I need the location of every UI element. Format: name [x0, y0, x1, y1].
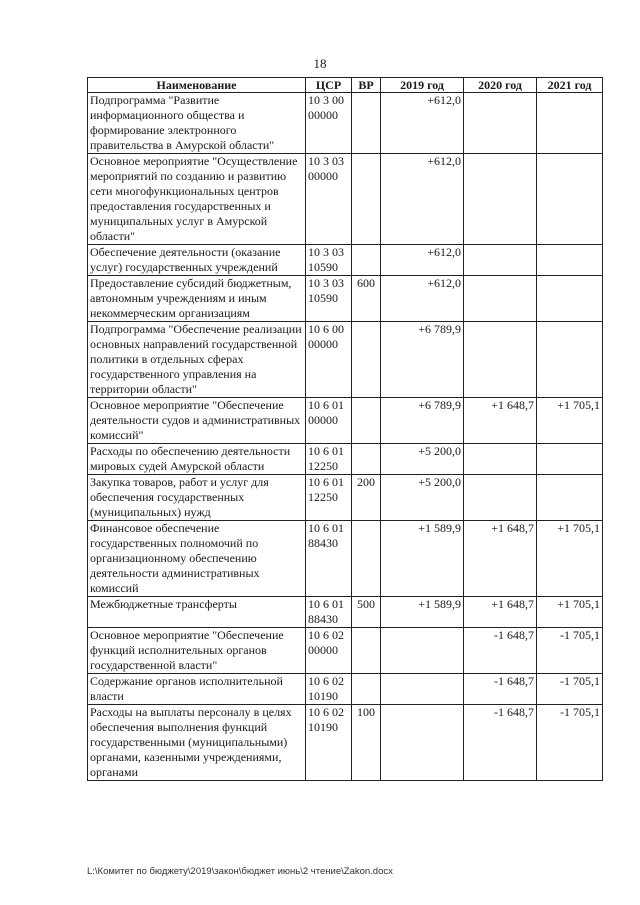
row-2020: +1 648,7	[464, 398, 537, 444]
row-csr: 10 6 01 88430	[306, 521, 352, 597]
row-2020	[464, 93, 537, 154]
row-csr: 10 6 01 00000	[306, 398, 352, 444]
row-name: Основное мероприятие "Обеспечение функций исполнительных органов государственной власти"	[88, 628, 306, 674]
row-csr: 10 6 02 10190	[306, 705, 352, 781]
row-2019: +612,0	[381, 93, 464, 154]
row-2021	[537, 93, 603, 154]
row-2021	[537, 444, 603, 475]
row-vr	[352, 245, 381, 276]
row-2020	[464, 322, 537, 398]
row-csr: 10 3 03 10590	[306, 276, 352, 322]
table-row	[88, 628, 603, 674]
table-row	[88, 444, 603, 475]
row-vr	[352, 398, 381, 444]
header-vr: ВР	[352, 78, 381, 93]
row-2021: -1 705,1	[537, 628, 603, 674]
table-row	[88, 398, 603, 444]
table-row	[88, 705, 603, 781]
row-name: Межбюджетные трансферты	[88, 597, 306, 628]
row-2020	[464, 444, 537, 475]
row-2020	[464, 276, 537, 322]
row-name: Обеспечение деятельности (оказание услуг) государственных учреждений	[88, 245, 306, 276]
row-2021: +1 705,1	[537, 597, 603, 628]
header-2019: 2019 год	[381, 78, 464, 93]
row-vr: 100	[352, 705, 381, 781]
row-2020	[464, 245, 537, 276]
row-vr	[352, 93, 381, 154]
row-2021	[537, 154, 603, 245]
table-header-row	[88, 78, 603, 93]
row-2020: -1 648,7	[464, 705, 537, 781]
row-2021: +1 705,1	[537, 521, 603, 597]
row-vr: 600	[352, 276, 381, 322]
row-csr: 10 6 01 12250	[306, 475, 352, 521]
row-2019: +1 589,9	[381, 521, 464, 597]
row-vr: 500	[352, 597, 381, 628]
row-2019: +612,0	[381, 154, 464, 245]
row-vr	[352, 628, 381, 674]
row-name: Расходы на выплаты персоналу в целях обеспечения выполнения функций государственными (муниципальными) органами, казенными учреждениями, органами	[88, 705, 306, 781]
row-2021	[537, 276, 603, 322]
row-2019: +6 789,9	[381, 398, 464, 444]
table-row	[88, 276, 603, 322]
row-2020: +1 648,7	[464, 597, 537, 628]
row-csr: 10 6 00 00000	[306, 322, 352, 398]
row-csr: 10 3 03 10590	[306, 245, 352, 276]
row-vr: 200	[352, 475, 381, 521]
row-name: Расходы по обеспечению деятельности мировых судей Амурской области	[88, 444, 306, 475]
header-name: Наименование	[88, 78, 306, 93]
row-vr	[352, 521, 381, 597]
table-row	[88, 245, 603, 276]
row-2019: +5 200,0	[381, 444, 464, 475]
row-2019	[381, 674, 464, 705]
table-row	[88, 154, 603, 245]
row-2019: +5 200,0	[381, 475, 464, 521]
table-row	[88, 322, 603, 398]
header-2021: 2021 год	[537, 78, 603, 93]
row-2021	[537, 245, 603, 276]
table-row	[88, 93, 603, 154]
table-row	[88, 521, 603, 597]
row-csr: 10 6 01 88430	[306, 597, 352, 628]
page-number: 18	[313, 56, 327, 71]
row-name: Основное мероприятие "Обеспечение деятельности судов и административных комиссий"	[88, 398, 306, 444]
table-row	[88, 475, 603, 521]
table-row	[88, 674, 603, 705]
row-name: Закупка товаров, работ и услуг для обеспечения государственных (муниципальных) нужд	[88, 475, 306, 521]
row-name: Основное мероприятие "Осуществление мероприятий по созданию и развитию сети многофункциональных центров предоставления государственных и муниципальных услуг в Амурской области"	[88, 154, 306, 245]
row-2020	[464, 475, 537, 521]
row-2019: +1 589,9	[381, 597, 464, 628]
row-csr: 10 6 01 12250	[306, 444, 352, 475]
row-vr	[352, 322, 381, 398]
row-csr: 10 3 00 00000	[306, 93, 352, 154]
row-2019	[381, 628, 464, 674]
row-2020: -1 648,7	[464, 628, 537, 674]
row-csr: 10 3 03 00000	[306, 154, 352, 245]
row-name: Подпрограмма "Развитие информационного общества и формирование электронного правительства в Амурской области"	[88, 93, 306, 154]
row-vr	[352, 154, 381, 245]
row-2019	[381, 705, 464, 781]
row-2019: +612,0	[381, 276, 464, 322]
row-2020: +1 648,7	[464, 521, 537, 597]
row-2019: +6 789,9	[381, 322, 464, 398]
row-name: Финансовое обеспечение государственных полномочий по организационному обеспечению деятельности административных комиссий	[88, 521, 306, 597]
row-vr	[352, 444, 381, 475]
row-csr: 10 6 02 10190	[306, 674, 352, 705]
row-2021: +1 705,1	[537, 398, 603, 444]
row-vr	[352, 674, 381, 705]
budget-table	[87, 77, 603, 781]
row-name: Предоставление субсидий бюджетным, автономным учреждениям и иным некоммерческим организациям	[88, 276, 306, 322]
table-row	[88, 597, 603, 628]
row-2021	[537, 475, 603, 521]
header-2020: 2020 год	[464, 78, 537, 93]
row-name: Содержание органов исполнительной власти	[88, 674, 306, 705]
row-name: Подпрограмма "Обеспечение реализации основных направлений государственной политики в отдельных сферах государственного управления на территории области"	[88, 322, 306, 398]
row-2021: -1 705,1	[537, 674, 603, 705]
row-2021	[537, 322, 603, 398]
row-2020	[464, 154, 537, 245]
row-csr: 10 6 02 00000	[306, 628, 352, 674]
row-2021: -1 705,1	[537, 705, 603, 781]
row-2019: +612,0	[381, 245, 464, 276]
footer-file-path: L:\Комитет по бюджету\2019\закон\бюджет июнь\2 чтение\Zakon.docx	[87, 866, 393, 877]
header-csr: ЦСР	[306, 78, 352, 93]
row-2020: -1 648,7	[464, 674, 537, 705]
